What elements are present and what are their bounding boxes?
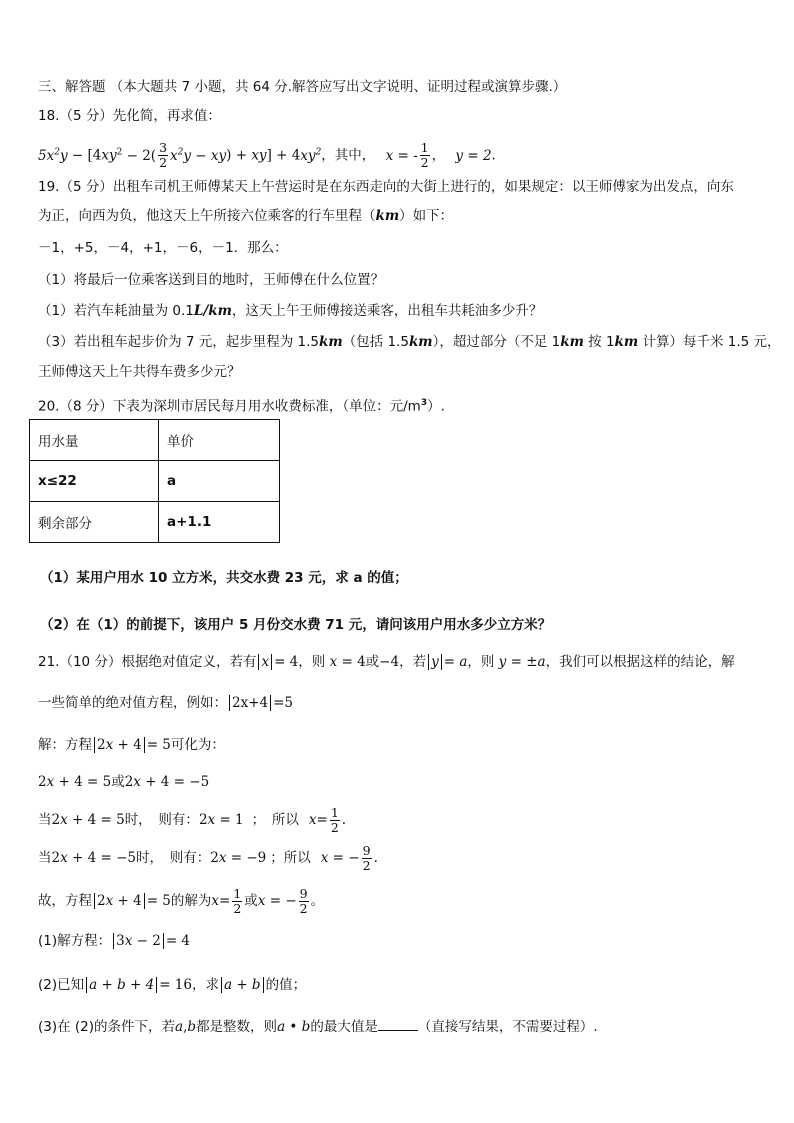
q19-sub3-cont: 王师傅这天上午共得车费多少元？ [38, 364, 241, 380]
q21-part2: (2)已知 a + b + 4 = 16，求 a + b 的值； [38, 977, 307, 993]
q21-solution-intro: 解：方程 2x + 4 = 5可化为： [38, 737, 225, 753]
q19-line2: 为正，向西为负，他这天上午所接六位乘客的行车里程（km）如下： [38, 208, 454, 224]
q21-cases: 2x + 4 = 5或2x + 4 = −5 [38, 774, 210, 790]
table-cell: a [159, 461, 280, 502]
q21-heading: 21.（10 分）根据绝对值定义，若有 x = 4，则 x = 4或−4，若 y = a，则 y = ±a，我们可以根据这样的结论，解 [38, 654, 735, 670]
answer-blank[interactable] [378, 1016, 418, 1031]
table-cell: 剩余部分 [30, 502, 159, 543]
q18-heading: 18.（5 分）先化简，再求值： [38, 108, 221, 124]
q21-part1: (1)解方程： 3x − 2 = 4 [38, 933, 191, 949]
water-price-table [29, 419, 280, 543]
q21-case2: 当2x + 4 = −5时， 则有：2x = −9 ；所以 x = − $\frac{9}{2}$ . [38, 842, 378, 873]
table-row [30, 461, 280, 502]
q19-sub3: （3）若出租车起步价为 7 元，起步里程为 1.5km（包括 1.5km），超过部分（不足 1km 按 1km 计算）每千米 1.5 元， [38, 334, 781, 350]
q21-part3: (3)在 (2)的条件下，若a,b都是整数，则a • b的最大值是 （直接写结果，不需要过程）. [38, 1016, 598, 1037]
section-header: 三、解答题 （本大题共 7 小题，共 64 分.解答应写出文字说明、证明过程或演算步骤.） [38, 79, 567, 95]
q21-conclusion: 故，方程 2x + 4 = 5的解为x= $\frac{1}{2}$ 或x = − $\frac{9}{2}$ 。 [38, 885, 325, 916]
table-cell: x≤22 [30, 461, 159, 502]
table-row [30, 502, 280, 543]
q18-expression: $5x^2y - [4xy^2 - 2$( $\frac{3}{2}$ $x^2y - xy) + xy] + 4xy^2$，其中， x = - $\frac{1}{2}$ ， y = 2． [38, 140, 506, 170]
q20-heading: 20.（8 分）下表为深圳市居民每月用水收费标准，（单位：元$/m^3$）. [38, 398, 445, 415]
table-cell: 用水量 [30, 420, 159, 461]
q19-line1: 19.（5 分）出租车司机王师傅某天上午营运时是在东西走向的大街上进行的，如果规定：以王师傅家为出发点，向东 [38, 179, 734, 195]
q19-sub2: （1）若汽车耗油量为 0.1L/km，这天上午王师傅接送乘客，出租车共耗油多少升？ [38, 303, 543, 319]
q20-sub2: （2）在（1）的前提下，该用户 5 月份交水费 71 元，请问该用户用水多少立方米？ [40, 617, 552, 633]
table-cell: 单价 [159, 420, 280, 461]
q20-sub1: （1）某用户用水 10 立方米，共交水费 23 元，求 a 的值； [40, 570, 408, 586]
table-row [30, 420, 280, 461]
q19-sub1: （1）将最后一位乘客送到目的地时，王师傅在什么位置？ [38, 272, 385, 288]
q19-data: －1，+5，－4，+1，－6，－1．那么： [38, 240, 288, 256]
q21-line2: 一些简单的绝对值方程，例如： 2x+4 =5 [38, 695, 294, 711]
table-cell: a+1.1 [159, 502, 280, 543]
q21-case1: 当2x + 4 = 5时， 则有：2x = 1 ； 所以 x= $\frac{1}{2}$ . [38, 804, 347, 835]
